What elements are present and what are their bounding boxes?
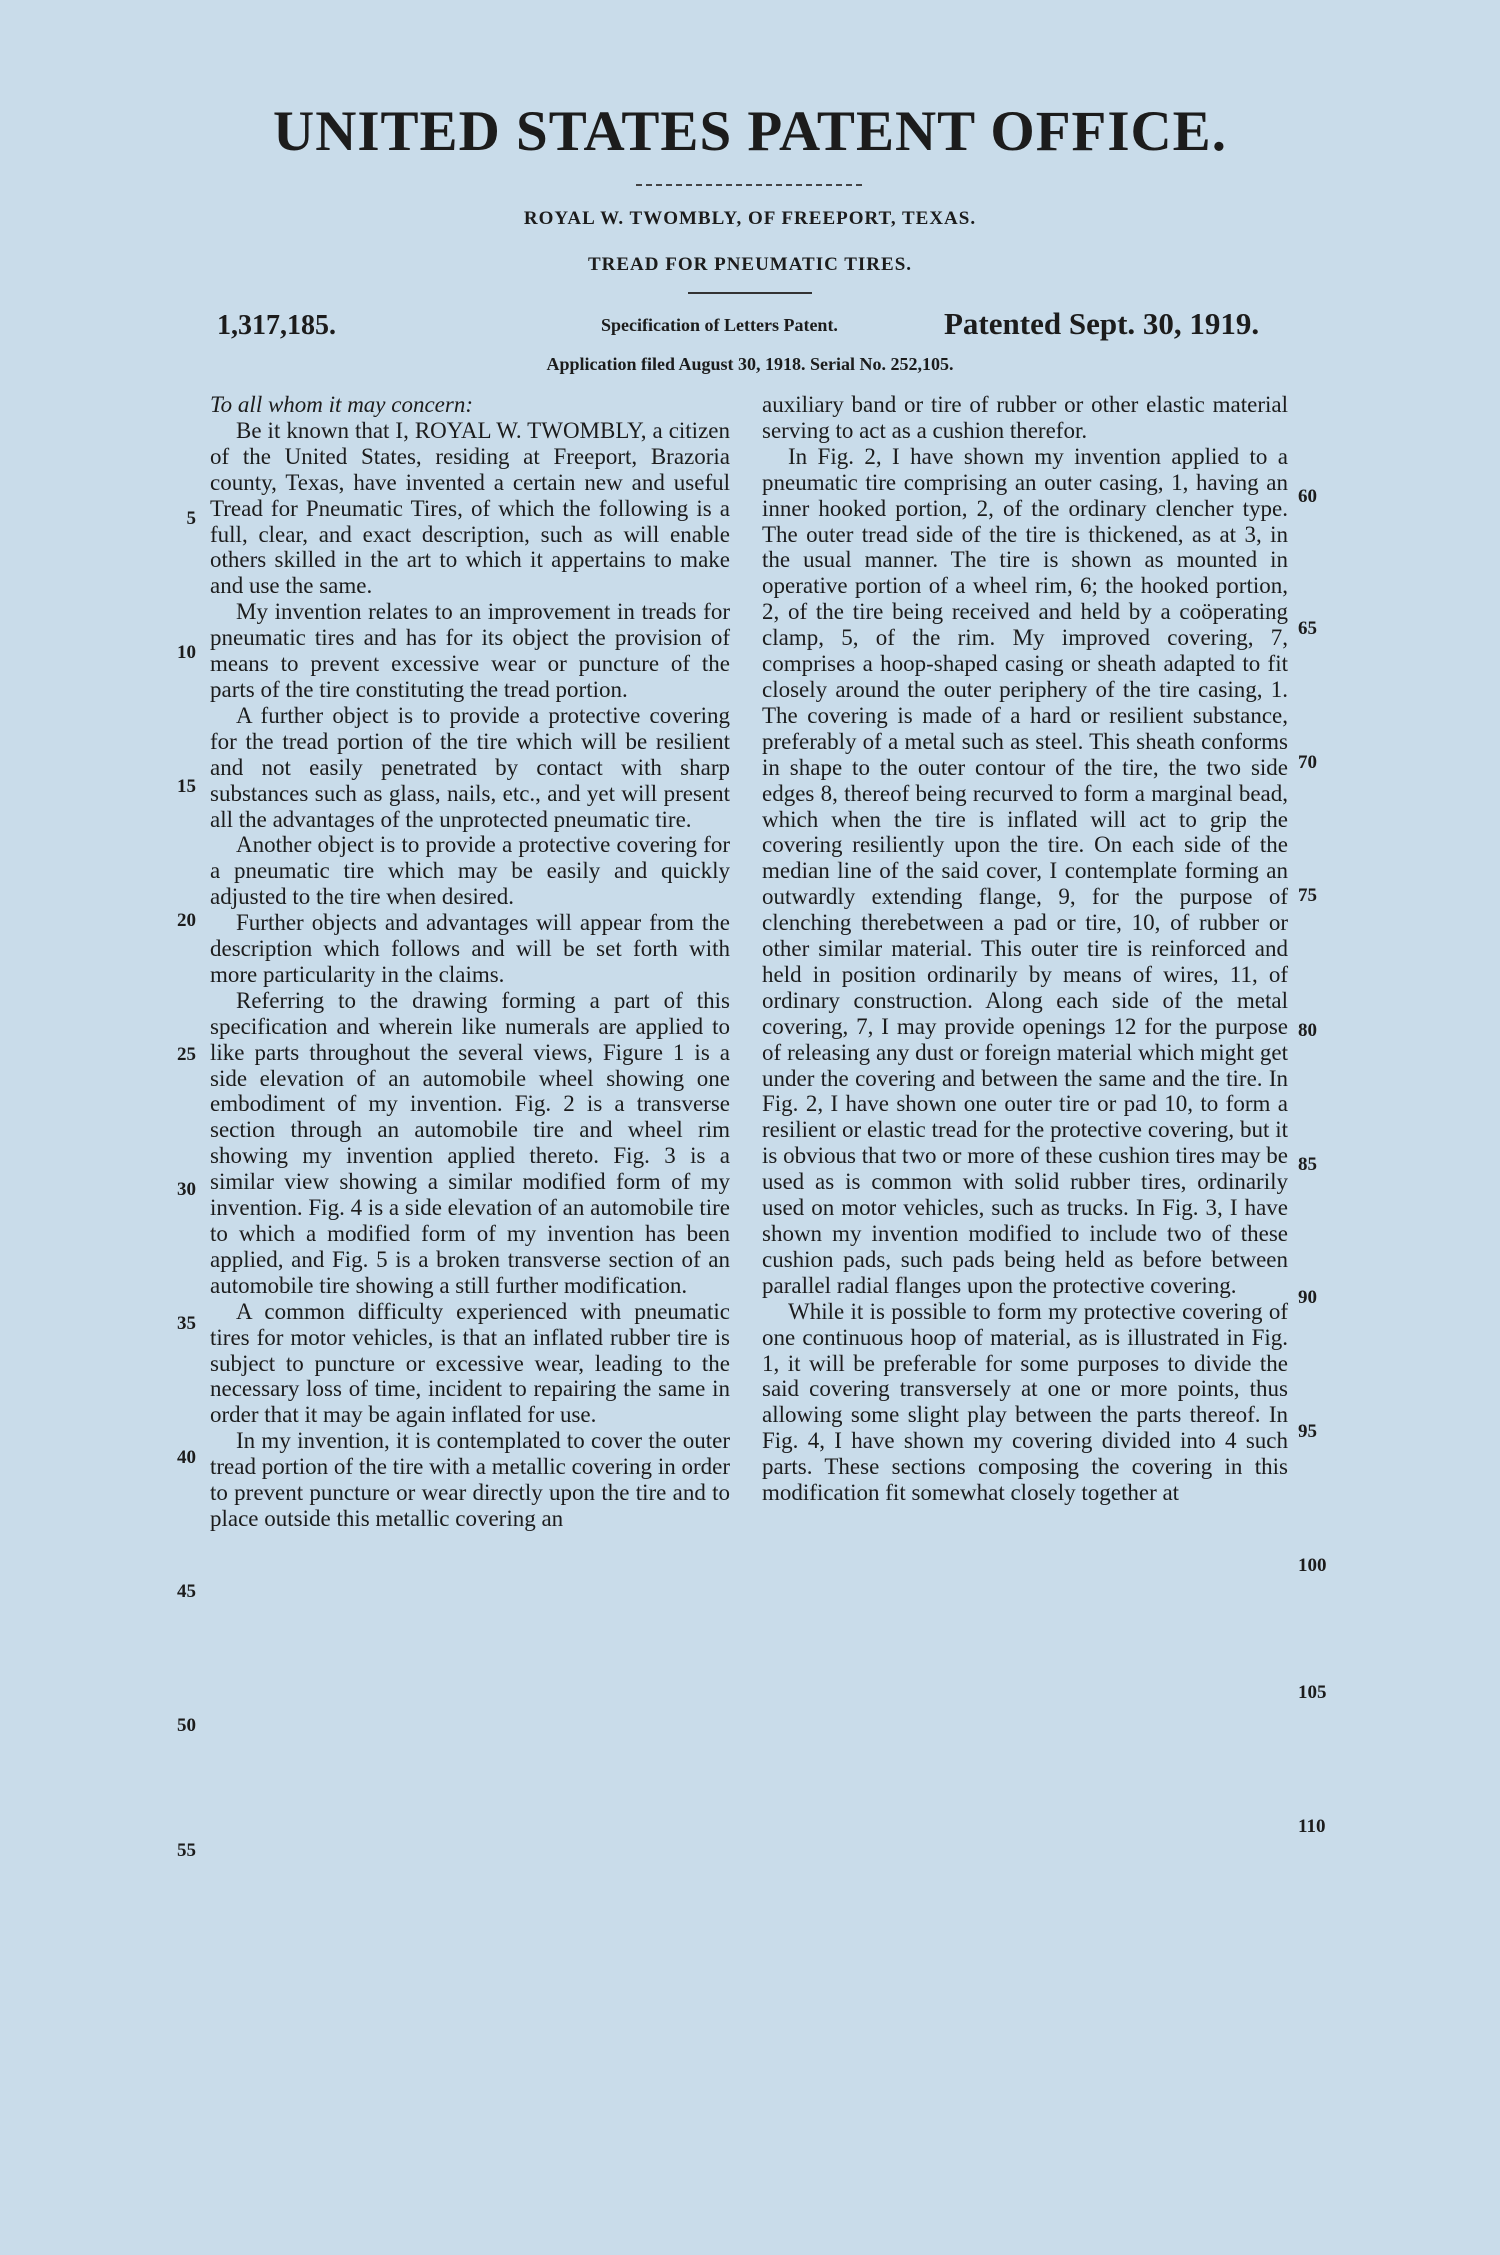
line-number: 70 [1298, 752, 1317, 773]
line-number: 5 [186, 508, 196, 529]
line-number: 75 [1298, 885, 1317, 906]
line-number: 110 [1298, 1816, 1326, 1837]
line-number: 25 [177, 1044, 196, 1065]
line-number: 105 [1298, 1682, 1327, 1703]
patent-number: 1,317,185. [217, 310, 336, 341]
left-text-column [210, 392, 730, 1532]
subject-line: TREAD FOR PNEUMATIC TIRES. [587, 254, 913, 275]
paragraph: My invention relates to an improvement in treads for pneumatic tires and has for its object the provision of means to prevent excessive wear or puncture of the parts of the tire constituting the tread portion. [210, 599, 730, 702]
line-number: 80 [1298, 1020, 1317, 1041]
patented-date: Patented Sept. 30, 1919. [944, 306, 1260, 341]
paragraph: While it is possible to form my protective covering of one continuous hoop of material, as is illustrated in Fig. 1, it will be preferable for some purposes to divide the said covering transversely at one or more points, thus allowing some slight play between the parts thereof. In Fig. 4, I have shown my covering divided into 4 such parts. These sections composing the covering in this modification fit somewhat closely together at [762, 1298, 1288, 1506]
line-number: 65 [1298, 618, 1317, 639]
line-number: 60 [1298, 486, 1317, 507]
line-number: 35 [177, 1313, 196, 1334]
line-number: 40 [177, 1447, 196, 1468]
title-divider [636, 184, 862, 186]
right-text-column [762, 392, 1288, 1506]
line-number: 90 [1298, 1287, 1317, 1308]
specification-label: Specification of Letters Patent. [601, 315, 838, 335]
line-number: 15 [177, 776, 196, 797]
line-number: 30 [177, 1179, 196, 1200]
line-number: 95 [1298, 1421, 1317, 1442]
paragraph: auxiliary band or tire of rubber or other elastic material serving to act as a cushion therefor. [762, 392, 1288, 443]
paragraph: A further object is to provide a protective covering for the tread portion of the tire which will be resilient and not easily penetrated by contact with sharp substances such as glass, nails, etc., and yet will present all the advantages of the unprotected pneumatic tire. [210, 702, 730, 832]
paragraph: In Fig. 2, I have shown my invention applied to a pneumatic tire comprising an outer casing, 1, having an inner hooked portion, 2, of the ordinary clencher type. The outer tread side of the tire is thickened, as at 3, in the usual manner. The tire is shown as mounted in operative portion of a wheel rim, 6; the hooked portion, 2, of the tire being received and held by a coöperating clamp, 5, of the rim. My improved covering, 7, comprises a hoop-shaped casing or sheath adapted to fit closely around the outer periphery of the tire casing, 1. The covering is made of a hard or resilient substance, preferably of a metal such as steel. This sheath conforms in shape to the outer contour of the tire, the two side edges 8, thereof being recurved to form a marginal bead, which when the tire is inflated will act to grip the covering resiliently upon the tire. On each side of the median line of the said cover, I contemplate forming an outwardly extending flange, 9, for the purpose of clenching therebetween a pad or tire, 10, of rubber or other similar material. This outer tire is reinforced and held in position ordinarily by means of wires, 11, of ordinary construction. Along each side of the metal covering, 7, I may provide openings 12 for the purpose of releasing any dust or foreign material which might get under the covering and between the same and the tire. In Fig. 2, I have shown one outer tire or pad 10, to form a resilient or elastic tread for the protective covering, but it is obvious that two or more of these cushion tires may be used as is common with solid rubber tires, ordinarily used on motor vehicles, such as trucks. In Fig. 3, I have shown my invention modified to include two of these cushion pads, such pads being held as before between parallel radial flanges upon the protective covering. [762, 443, 1288, 1298]
salutation: To all whom it may concern: [210, 392, 473, 417]
office-title: UNITED STATES PATENT OFFICE. [273, 100, 1227, 163]
line-number: 45 [177, 1581, 196, 1602]
line-number: 50 [177, 1715, 196, 1736]
paragraph: In my invention, it is contemplated to cover the outer tread portion of the tire with a metallic covering in order to prevent puncture or wear directly upon the tire and to place outside this metallic covering an [210, 1428, 730, 1531]
paragraph: Referring to the drawing forming a part of this specification and wherein like numerals are applied to like parts throughout the several views, Figure 1 is a side elevation of an automobile wheel showing one embodiment of my invention. Fig. 2 is a transverse section through an automobile tire and wheel rim showing my invention applied thereto. Fig. 3 is a similar view showing a similar modified form of my invention. Fig. 4 is a side elevation of an automobile tire to which a modified form of my invention has been applied, and Fig. 5 is a broken transverse section of an automobile tire showing a still further modification. [210, 987, 730, 1298]
subject-divider [688, 292, 812, 294]
line-number: 10 [177, 642, 196, 663]
paragraph: Another object is to provide a protective covering for a pneumatic tire which may be easily and quickly adjusted to the tire when desired. [210, 832, 730, 910]
paragraph: Further objects and advantages will appear from the description which follows and will be set forth with more particularity in the claims. [210, 910, 730, 987]
inventor-line: ROYAL W. TWOMBLY, OF FREEPORT, TEXAS. [523, 208, 977, 229]
line-number: 85 [1298, 1154, 1317, 1175]
line-number: 100 [1298, 1555, 1327, 1576]
application-line: Application filed August 30, 1918. Serial No. 252,105. [546, 354, 954, 374]
line-number: 20 [177, 910, 196, 931]
paragraph: Be it known that I, ROYAL W. TWOMBLY, a citizen of the United States, residing at Freeport, Brazoria county, Texas, have invented a certain new and useful Tread for Pneumatic Tires, of which the following is a full, clear, and exact description, such as will enable others skilled in the art to which it appertains to make and use the same. [210, 417, 730, 599]
paragraph: A common difficulty experienced with pneumatic tires for motor vehicles, is that an inflated rubber tire is subject to puncture or excessive wear, leading to the necessary loss of time, incident to repairing the same in order that it may be again inflated for use. [210, 1298, 730, 1428]
line-number: 55 [177, 1840, 196, 1861]
